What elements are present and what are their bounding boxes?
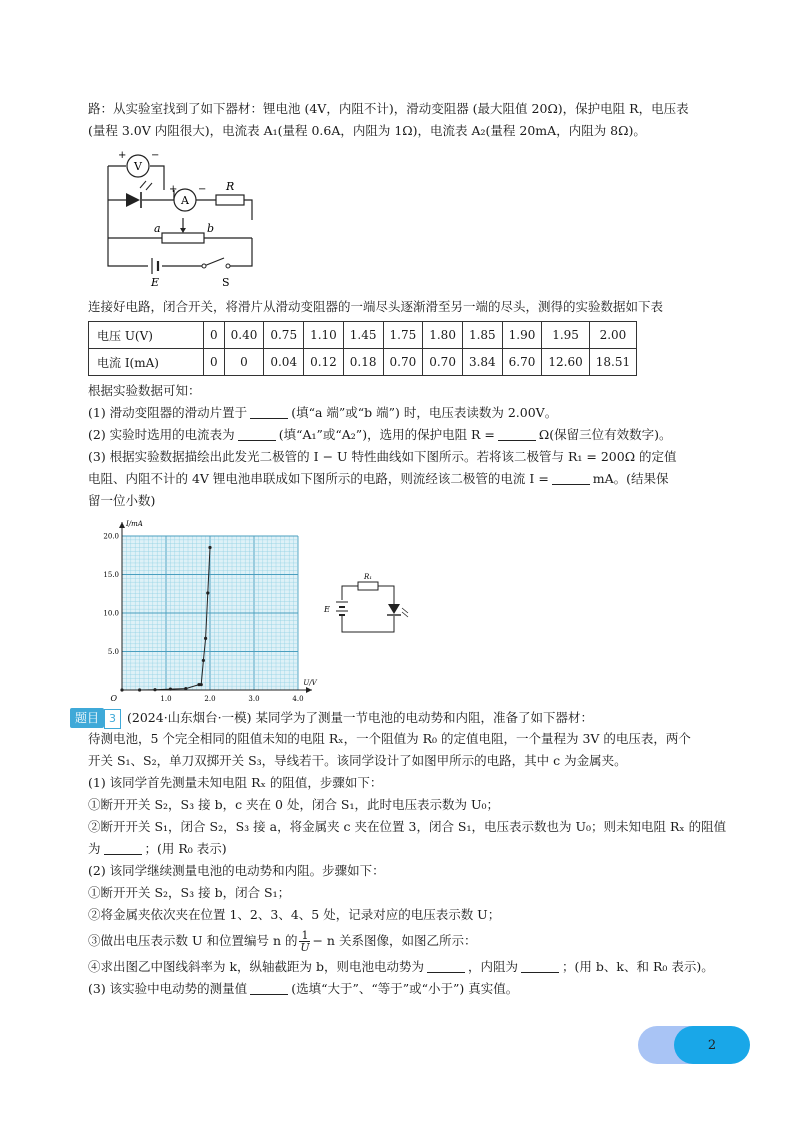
question-1-text-end: (填“a 端”或“b 端”) 时，电压表读数为 2.00V。	[291, 405, 558, 420]
fraction-denominator: U	[300, 941, 310, 954]
table-cell: 0	[204, 322, 225, 349]
table-cell: 0	[224, 349, 264, 376]
voltmeter-plus: +	[118, 150, 127, 161]
answer-blank[interactable]	[250, 981, 288, 995]
table-cell: 0.75	[264, 322, 304, 349]
voltmeter-label: V	[134, 160, 142, 173]
question-3-line-2	[88, 470, 669, 488]
battery-icon	[336, 602, 348, 615]
switch-label: S	[222, 276, 230, 289]
question-3-line-3: 留一位小数)	[88, 493, 156, 508]
problem-3-text: (3) 该实验中电动势的测量值	[88, 981, 248, 996]
table-header-current: 电流 I(mA)	[89, 349, 204, 376]
resistor-label: R	[226, 180, 235, 193]
problem-3-text-end: ；(用 b、k、和 R₀ 表示)。	[562, 959, 714, 974]
led-icon	[387, 604, 408, 617]
circuit-diagram-1	[96, 148, 276, 288]
slider-arrow-icon	[180, 228, 186, 233]
chart-point	[200, 683, 203, 686]
chart-point	[208, 546, 211, 549]
chart-x-tick-label: 3.0	[248, 695, 260, 703]
table-cell: 0.70	[423, 349, 463, 376]
chart-point	[153, 688, 156, 691]
problem-3-text: ③做出电压表示数 U 和位置编号 n 的	[88, 933, 298, 948]
battery-label: E	[324, 605, 330, 614]
question-3-line-1: (3) 根据实验数据描绘出此发光二极管的 I − U 特性曲线如下图所示。若将该二极管与 R₁ = 200Ω 的定值	[88, 449, 677, 464]
chart-y-tick-label: 5.0	[107, 648, 119, 656]
question-2-text-mid: (填“A₁”或“A₂”)，选用的保护电阻 R =	[278, 427, 495, 442]
problem-3-line	[88, 958, 714, 976]
problem-3-line: 待测电池，5 个完全相同的阻值未知的电阻 Rₓ，一个阻值为 R₀ 的定值电阻，一个量程为 3V 的电压表，两个	[88, 731, 691, 746]
table-intro: 连接好电路，闭合开关，将滑片从滑动变阻器的一端尽头逐渐滑至另一端的尽头，测得的实验数据如下表	[88, 299, 664, 314]
table-cell: 0.18	[343, 349, 383, 376]
table-cell: 1.95	[542, 322, 589, 349]
problem-3-line: ①断开开关 S₂，S₃ 接 b，闭合 S₁；	[88, 885, 291, 900]
table-cell: 1.10	[304, 322, 344, 349]
table-cell: 1.45	[343, 322, 383, 349]
chart-x-arrow-icon	[306, 687, 312, 693]
table-cell: 0.40	[224, 322, 264, 349]
chart-origin-label: O	[110, 694, 117, 703]
problem-3-text: ④求出图乙中图线斜率为 k，纵轴截距为 b，则电池电动势为	[88, 959, 425, 974]
problem-3-text-end: − n 关系图像，如图乙所示：	[312, 933, 477, 948]
table-cell: 18.51	[589, 349, 636, 376]
intro-line-1: 路：从实验室找到了如下器材：锂电池 (4V，内阻不计)，滑动变阻器 (最大阻值 20Ω)，保护电阻 R，电压表	[88, 101, 689, 116]
problem-3-text-end: ；(用 R₀ 表示)	[144, 841, 227, 856]
questions-lead: 根据实验数据可知：	[88, 383, 201, 398]
answer-blank[interactable]	[498, 427, 536, 441]
problem-3-intro: (2024·山东烟台·一模) 某同学为了测量一节电池的电动势和内阻，准备了如下器材：	[127, 710, 594, 725]
problem-3-line: ①断开开关 S₂，S₃ 接 b，c 夹在 0 处，闭合 S₁，此时电压表示数为 U₀；	[88, 797, 500, 812]
voltmeter-minus: −	[151, 150, 160, 161]
problem-number: 3	[104, 709, 121, 729]
chart-x-axis-label: U/V	[303, 679, 317, 687]
table-cell: 1.85	[462, 322, 502, 349]
chart-point	[206, 591, 209, 594]
question-3-text: 电阻、内阻不计的 4V 锂电池串联成如下图所示的电路，则流经该二极管的电流 I =	[88, 471, 549, 486]
ammeter-minus: −	[198, 184, 207, 195]
answer-blank[interactable]	[521, 959, 559, 973]
table-row	[89, 349, 637, 376]
problem-3-line: (1) 该同学首先测量未知电阻 Rₓ 的阻值，步骤如下：	[88, 775, 383, 790]
question-2	[88, 426, 672, 444]
table-cell: 2.00	[589, 322, 636, 349]
table-cell: 1.80	[423, 322, 463, 349]
table-cell: 0	[204, 349, 225, 376]
table-cell: 12.60	[542, 349, 589, 376]
chart-point	[202, 659, 205, 662]
chart-x-tick-label: 4.0	[292, 695, 304, 703]
fraction-numerator: 1	[301, 929, 309, 942]
answer-blank[interactable]	[250, 405, 288, 419]
chart-y-tick-label: 10.0	[103, 609, 119, 618]
rheostat	[162, 233, 204, 243]
chart-point	[184, 687, 187, 690]
chart-point	[138, 688, 141, 691]
problem-3-line	[88, 840, 227, 858]
resistor-r1-label: R₁	[364, 573, 373, 581]
fraction-1-over-u	[299, 930, 310, 953]
problem-badge: 题目	[70, 708, 104, 728]
table-cell: 1.90	[502, 322, 542, 349]
table-row	[89, 322, 637, 349]
protective-resistor	[216, 195, 244, 205]
problem-3-line	[88, 930, 476, 953]
problem-3-line: (2) 该同学继续测量电池的电动势和内阻。步骤如下：	[88, 863, 385, 878]
question-3-text-end: mA。(结果保	[592, 471, 669, 486]
led-icon	[126, 181, 152, 208]
chart-y-arrow-icon	[119, 522, 125, 528]
problem-3-header	[70, 708, 593, 729]
chart-point	[120, 688, 123, 691]
chart-point	[204, 637, 207, 640]
question-2-text-end: Ω(保留三位有效数字)。	[538, 427, 672, 442]
problem-3-text-mid: ，内阻为	[468, 959, 519, 974]
battery-label: E	[151, 276, 160, 289]
answer-blank[interactable]	[427, 959, 465, 973]
chart-point	[169, 687, 172, 690]
problem-3-text: 为	[88, 841, 101, 856]
answer-blank[interactable]	[552, 471, 590, 485]
table-cell: 0.70	[383, 349, 423, 376]
resistor-r1	[358, 582, 378, 590]
slider-b-label: b	[207, 222, 215, 235]
circuit-diagram-2	[322, 574, 422, 638]
table-cell: 0.04	[264, 349, 304, 376]
table-cell: 1.75	[383, 322, 423, 349]
chart-y-tick-label: 15.0	[103, 571, 119, 579]
problem-3-line	[88, 980, 518, 998]
data-table	[88, 321, 637, 376]
chart-x-tick-label: 2.0	[204, 695, 216, 703]
chart-x-tick-label: 1.0	[160, 695, 172, 703]
question-2-text: (2) 实验时选用的电流表为	[88, 427, 235, 442]
page-number-badge	[674, 1026, 750, 1064]
question-1	[88, 404, 557, 422]
problem-3-line: ②将金属夹依次夹在位置 1、2、3、4、5 处，记录对应的电压表示数 U；	[88, 907, 501, 922]
table-cell: 6.70	[502, 349, 542, 376]
ammeter-plus: +	[169, 184, 178, 195]
iu-characteristic-chart	[100, 512, 330, 703]
battery-icon	[152, 258, 158, 274]
table-cell: 3.84	[462, 349, 502, 376]
chart-y-axis-label: I/mA	[126, 520, 143, 528]
page-number: 2	[707, 1037, 717, 1053]
problem-3-text-end: (选填“大于”、“等于”或“小于”) 真实值。	[291, 981, 519, 996]
table-cell: 0.12	[304, 349, 344, 376]
problem-3-line: 开关 S₁、S₂，单刀双掷开关 S₃，导线若干。该同学设计了如图甲所示的电路，其中 c 为金属夹。	[88, 753, 627, 768]
table-header-voltage: 电压 U(V)	[89, 322, 204, 349]
chart-y-tick-label: 20.0	[103, 532, 119, 541]
problem-3-line: ②断开开关 S₁，闭合 S₂，S₃ 接 a，将金属夹 c 夹在位置 3，闭合 S₁，电压表示数也为 U₀；则未知电阻 Rₓ 的阻值	[88, 819, 727, 834]
answer-blank[interactable]	[104, 841, 142, 855]
answer-blank[interactable]	[238, 427, 276, 441]
ammeter-label: A	[181, 194, 189, 207]
slider-a-label: a	[154, 222, 161, 235]
intro-line-2: (量程 3.0V 内阻很大)，电流表 A₁(量程 0.6A，内阻为 1Ω)，电流表 A₂(量程 20mA，内阻为 8Ω)。	[88, 123, 646, 138]
question-1-text: (1) 滑动变阻器的滑动片置于	[88, 405, 248, 420]
